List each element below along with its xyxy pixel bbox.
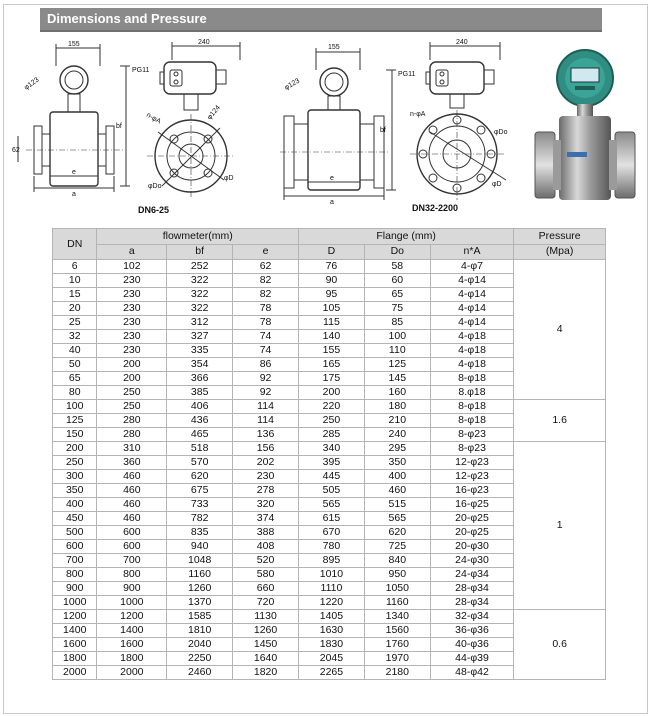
table-cell: 445 — [298, 470, 364, 484]
label-phiDo: φDo — [148, 183, 162, 190]
table-cell: 80 — [53, 386, 97, 400]
table-cell: 1400 — [97, 624, 167, 638]
table-cell: 2040 — [167, 638, 233, 652]
table-cell: 180 — [364, 400, 430, 414]
header-d: D — [298, 244, 364, 260]
table-cell: 450 — [53, 512, 97, 526]
table-row — [53, 442, 606, 456]
table-cell: 950 — [364, 568, 430, 582]
table-cell: 105 — [298, 302, 364, 316]
table-cell: 200 — [97, 358, 167, 372]
table-cell: 354 — [167, 358, 233, 372]
table-row — [53, 400, 606, 414]
table-cell: 160 — [364, 386, 430, 400]
table-cell: 2265 — [298, 666, 364, 680]
table-cell: 82 — [233, 288, 299, 302]
table-cell: 20 — [53, 302, 97, 316]
table-cell: 62 — [233, 260, 299, 274]
table-cell: 8-φ18 — [430, 372, 514, 386]
header-pressure-unit: (Mpa) — [514, 244, 606, 260]
table-cell: 250 — [97, 386, 167, 400]
table-cell: 1000 — [97, 596, 167, 610]
table-cell: 312 — [167, 316, 233, 330]
table-cell: 230 — [97, 344, 167, 358]
table-cell: 940 — [167, 540, 233, 554]
table-cell: 515 — [364, 498, 430, 512]
table-cell: 4-φ14 — [430, 288, 514, 302]
table-cell: 4-φ18 — [430, 330, 514, 344]
table-cell: 895 — [298, 554, 364, 568]
table-cell: 460 — [364, 484, 430, 498]
label-n-phiA: n-φA — [145, 111, 162, 126]
header-e: e — [233, 244, 299, 260]
table-cell: 1760 — [364, 638, 430, 652]
table-cell: 230 — [97, 316, 167, 330]
table-cell: 85 — [364, 316, 430, 330]
table-cell: 500 — [53, 526, 97, 540]
dim-155: 155 — [68, 41, 80, 48]
table-cell: 900 — [97, 582, 167, 596]
table-cell: 1640 — [233, 652, 299, 666]
table-cell: 4-φ7 — [430, 260, 514, 274]
table-cell: 24-φ30 — [430, 554, 514, 568]
table-cell: 20-φ25 — [430, 526, 514, 540]
table-cell: 2000 — [97, 666, 167, 680]
label-a: a — [72, 191, 76, 198]
table-cell: 406 — [167, 400, 233, 414]
table-cell: 82 — [233, 274, 299, 288]
section-title: Dimensions and Pressure — [47, 11, 207, 26]
table-cell: 600 — [53, 540, 97, 554]
table-cell: 295 — [364, 442, 430, 456]
table-cell: 15 — [53, 288, 97, 302]
table-cell: 660 — [233, 582, 299, 596]
table-cell: 136 — [233, 428, 299, 442]
table-cell: 65 — [53, 372, 97, 386]
table-cell: 385 — [167, 386, 233, 400]
dim-phi123: φ123 — [23, 76, 41, 92]
pressure-cell: 1 — [514, 442, 606, 610]
table-cell: 280 — [97, 428, 167, 442]
label-phiDo: φDo — [494, 129, 508, 136]
table-cell: 230 — [97, 330, 167, 344]
table-cell: 210 — [364, 414, 430, 428]
table-cell: 400 — [364, 470, 430, 484]
table-cell: 74 — [233, 344, 299, 358]
table-cell: 1110 — [298, 582, 364, 596]
table-cell: 4-φ18 — [430, 344, 514, 358]
table-cell: 1050 — [364, 582, 430, 596]
dim-240: 240 — [198, 39, 210, 46]
drawing-dn6-25 — [12, 36, 262, 216]
table-cell: 92 — [233, 372, 299, 386]
table-cell: 460 — [97, 498, 167, 512]
table-cell: 520 — [233, 554, 299, 568]
dim-phi123: φ123 — [283, 77, 302, 92]
table-cell: 1800 — [53, 652, 97, 666]
table-cell: 1130 — [233, 610, 299, 624]
table-cell: 1585 — [167, 610, 233, 624]
label-e: e — [330, 175, 334, 182]
table-cell: 600 — [97, 526, 167, 540]
table-cell: 4-φ14 — [430, 302, 514, 316]
table-cell: 278 — [233, 484, 299, 498]
table-cell: 6 — [53, 260, 97, 274]
label-bf: bf — [380, 127, 386, 134]
table-cell: 800 — [53, 568, 97, 582]
table-cell: 1340 — [364, 610, 430, 624]
table-cell: 2000 — [53, 666, 97, 680]
table-row — [53, 260, 606, 274]
table-cell: 95 — [298, 288, 364, 302]
table-cell: 340 — [298, 442, 364, 456]
table-cell: 76 — [298, 260, 364, 274]
table-cell: 1048 — [167, 554, 233, 568]
table-cell: 1000 — [53, 596, 97, 610]
table-cell: 620 — [167, 470, 233, 484]
pressure-cell: 1.6 — [514, 400, 606, 442]
table-cell: 2250 — [167, 652, 233, 666]
dimensions-table — [52, 228, 606, 680]
table-cell: 48-φ42 — [430, 666, 514, 680]
table-cell: 570 — [167, 456, 233, 470]
table-cell: 1820 — [233, 666, 299, 680]
table-cell: 200 — [97, 372, 167, 386]
table-cell: 78 — [233, 302, 299, 316]
table-cell: 200 — [53, 442, 97, 456]
table-cell: 725 — [364, 540, 430, 554]
caption-dn32-2200: DN32-2200 — [412, 203, 459, 213]
table-cell: 460 — [97, 512, 167, 526]
table-cell: 335 — [167, 344, 233, 358]
header-a: a — [97, 244, 167, 260]
table-cell: 580 — [233, 568, 299, 582]
dim-240: 240 — [456, 39, 468, 46]
table-cell: 4-φ18 — [430, 358, 514, 372]
table-cell: 1630 — [298, 624, 364, 638]
table-cell: 505 — [298, 484, 364, 498]
table-cell: 8-φ23 — [430, 442, 514, 456]
table-cell: 220 — [298, 400, 364, 414]
table-cell: 145 — [364, 372, 430, 386]
table-cell: 4-φ14 — [430, 316, 514, 330]
table-cell: 114 — [233, 400, 299, 414]
table-cell: 36-φ36 — [430, 624, 514, 638]
pressure-cell: 4 — [514, 260, 606, 400]
table-cell: 835 — [167, 526, 233, 540]
table-cell: 675 — [167, 484, 233, 498]
label-phiD: φD — [492, 181, 502, 188]
table-cell: 250 — [298, 414, 364, 428]
table-cell: 74 — [233, 330, 299, 344]
table-cell: 700 — [53, 554, 97, 568]
table-body — [53, 260, 606, 680]
table-cell: 165 — [298, 358, 364, 372]
table-cell: 40 — [53, 344, 97, 358]
dim-155: 155 — [328, 44, 340, 51]
table-row — [53, 610, 606, 624]
table-cell: 1560 — [364, 624, 430, 638]
table-cell: 350 — [53, 484, 97, 498]
table-cell: 240 — [364, 428, 430, 442]
table-cell: 102 — [97, 260, 167, 274]
table-cell: 518 — [167, 442, 233, 456]
table-cell: 360 — [97, 456, 167, 470]
table-cell: 1800 — [97, 652, 167, 666]
table-cell: 1010 — [298, 568, 364, 582]
table-cell: 100 — [364, 330, 430, 344]
table-cell: 252 — [167, 260, 233, 274]
table-cell: 175 — [298, 372, 364, 386]
table-cell: 58 — [364, 260, 430, 274]
table-cell: 156 — [233, 442, 299, 456]
label-e: e — [72, 169, 76, 176]
table-cell: 86 — [233, 358, 299, 372]
table-cell: 900 — [53, 582, 97, 596]
table-cell: 615 — [298, 512, 364, 526]
table-cell: 202 — [233, 456, 299, 470]
table-cell: 310 — [97, 442, 167, 456]
table-cell: 350 — [364, 456, 430, 470]
table-cell: 10 — [53, 274, 97, 288]
table-cell: 8-φ18 — [430, 414, 514, 428]
table-cell: 16-φ25 — [430, 498, 514, 512]
table-cell: 50 — [53, 358, 97, 372]
table-cell: 1810 — [167, 624, 233, 638]
table-cell: 366 — [167, 372, 233, 386]
table-cell: 1160 — [167, 568, 233, 582]
table-cell: 1160 — [364, 596, 430, 610]
table-cell: 1260 — [167, 582, 233, 596]
table-cell: 230 — [97, 274, 167, 288]
table-cell: 125 — [364, 358, 430, 372]
header-dn: DN — [53, 229, 97, 260]
table-cell: 733 — [167, 498, 233, 512]
table-cell: 12-φ23 — [430, 470, 514, 484]
table-cell: 300 — [53, 470, 97, 484]
table-cell: 230 — [97, 288, 167, 302]
table-cell: 114 — [233, 414, 299, 428]
table-cell: 460 — [97, 484, 167, 498]
table-cell: 2460 — [167, 666, 233, 680]
table-cell: 395 — [298, 456, 364, 470]
header-pressure: Pressure — [514, 229, 606, 245]
table-cell: 1200 — [53, 610, 97, 624]
table-cell: 2045 — [298, 652, 364, 666]
table-cell: 25 — [53, 316, 97, 330]
table-cell: 4-φ14 — [430, 274, 514, 288]
table-cell: 140 — [298, 330, 364, 344]
table-cell: 388 — [233, 526, 299, 540]
table-cell: 1600 — [97, 638, 167, 652]
table-cell: 436 — [167, 414, 233, 428]
table-cell: 230 — [233, 470, 299, 484]
table-cell: 1220 — [298, 596, 364, 610]
table-cell: 465 — [167, 428, 233, 442]
table-cell: 1450 — [233, 638, 299, 652]
table-cell: 20-φ30 — [430, 540, 514, 554]
table-cell: 28-φ34 — [430, 582, 514, 596]
table-cell: 115 — [298, 316, 364, 330]
table-cell: 600 — [97, 540, 167, 554]
table-cell: 620 — [364, 526, 430, 540]
table-cell: 1830 — [298, 638, 364, 652]
drawing-dn32-2200 — [280, 36, 530, 216]
header-bf: bf — [167, 244, 233, 260]
table-cell: 1260 — [233, 624, 299, 638]
table-cell: 565 — [364, 512, 430, 526]
table-cell: 32 — [53, 330, 97, 344]
table-cell: 565 — [298, 498, 364, 512]
table-cell: 16-φ23 — [430, 484, 514, 498]
table-cell: 20-φ25 — [430, 512, 514, 526]
table-cell: 1970 — [364, 652, 430, 666]
table-cell: 840 — [364, 554, 430, 568]
label-phi124: φ124 — [206, 104, 222, 122]
table-cell: 408 — [233, 540, 299, 554]
table-cell: 460 — [97, 470, 167, 484]
table-cell: 8-φ18 — [430, 400, 514, 414]
label-phiD: φD — [224, 175, 234, 182]
caption-dn6-25: DN6-25 — [138, 205, 170, 215]
table-cell: 110 — [364, 344, 430, 358]
table-cell: 285 — [298, 428, 364, 442]
table-cell: 327 — [167, 330, 233, 344]
table-cell: 322 — [167, 302, 233, 316]
table-cell: 65 — [364, 288, 430, 302]
table-cell: 1405 — [298, 610, 364, 624]
table-cell: 782 — [167, 512, 233, 526]
table-cell: 322 — [167, 274, 233, 288]
header-do: Do — [364, 244, 430, 260]
table-cell: 1370 — [167, 596, 233, 610]
table-cell: 780 — [298, 540, 364, 554]
table-cell: 670 — [298, 526, 364, 540]
section-header — [40, 8, 602, 32]
table-cell: 40-φ36 — [430, 638, 514, 652]
table-cell: 400 — [53, 498, 97, 512]
flowmeter-photo — [527, 40, 643, 210]
label-a: a — [330, 199, 334, 206]
table-cell: 1200 — [97, 610, 167, 624]
table-cell: 90 — [298, 274, 364, 288]
pressure-cell: 0.6 — [514, 610, 606, 680]
label-pg11: PG11 — [398, 71, 416, 78]
table-cell: 1600 — [53, 638, 97, 652]
table-cell: 8.φ18 — [430, 386, 514, 400]
dim-62: 62 — [12, 147, 20, 154]
table-cell: 60 — [364, 274, 430, 288]
header-flowmeter: flowmeter(mm) — [97, 229, 299, 245]
header-na: n*A — [430, 244, 514, 260]
table-cell: 230 — [97, 302, 167, 316]
table-cell: 78 — [233, 316, 299, 330]
table-cell: 250 — [97, 400, 167, 414]
table-cell: 12-φ23 — [430, 456, 514, 470]
table-cell: 92 — [233, 386, 299, 400]
table-cell: 100 — [53, 400, 97, 414]
label-bf: bf — [116, 123, 122, 130]
label-n-phiA: n-φA — [410, 111, 426, 118]
table-cell: 75 — [364, 302, 430, 316]
table-cell: 32-φ34 — [430, 610, 514, 624]
table-cell: 374 — [233, 512, 299, 526]
table-cell: 1400 — [53, 624, 97, 638]
table-cell: 280 — [97, 414, 167, 428]
table-cell: 250 — [53, 456, 97, 470]
table-cell: 322 — [167, 288, 233, 302]
table-cell: 24-φ34 — [430, 568, 514, 582]
table-cell: 2180 — [364, 666, 430, 680]
table-cell: 200 — [298, 386, 364, 400]
table-cell: 8-φ23 — [430, 428, 514, 442]
table-cell: 125 — [53, 414, 97, 428]
table-cell: 700 — [97, 554, 167, 568]
table-cell: 720 — [233, 596, 299, 610]
table-cell: 28-φ34 — [430, 596, 514, 610]
table-cell: 155 — [298, 344, 364, 358]
table-cell: 44-φ39 — [430, 652, 514, 666]
table-cell: 320 — [233, 498, 299, 512]
header-flange: Flange (mm) — [298, 229, 513, 245]
table-cell: 800 — [97, 568, 167, 582]
label-pg11: PG11 — [132, 67, 150, 74]
table-cell: 150 — [53, 428, 97, 442]
